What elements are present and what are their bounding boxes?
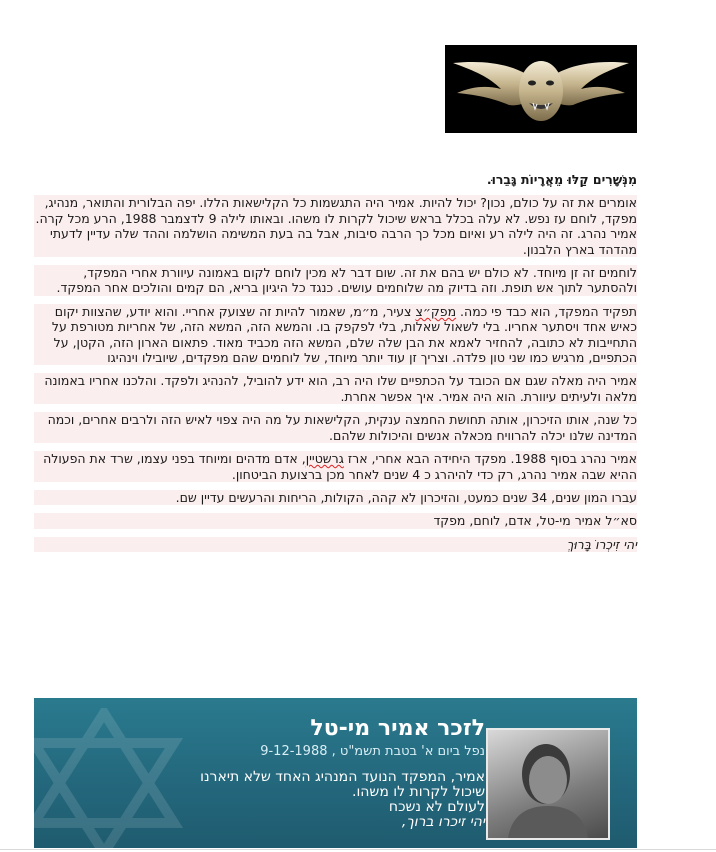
doc-heading: מִנְּשָׁרִים קַלּוּ מֵאֲרָיוֹת גָּבֵרוּ. [486,172,637,187]
unit-emblem-image [445,45,637,133]
paragraph-4: אמיר היה מאלה שגם אם הכובד על הכתפיים שלו היה רב, הוא ידע להוביל, להנהיג ולפקד. והלכנו אחריו באמונה מלאה ולעיתים עיוורת. הוא היה אמיר. איך אפשר אחרת. [34,373,637,404]
banner-line-2: שיכול לקרות לו משהו. [352,784,485,800]
winged-lion-emblem-icon [445,45,637,133]
portrait-icon [488,730,608,838]
star-of-david-icon [34,708,184,848]
page-divider [0,849,716,850]
paragraph-1: אומרים את זה על כולם, נכון? יכול להיות. אמיר היה התגשמות כל הקלישאות הללו. יפה הבלורית והתואר, מנהיג, מפקד, לוחם עז נפש. לא עלה בכלל בראש שיכול לקרות לו משהו. ובאותו לילה 9 לדצמבר 1988, הרע מכל קרה. אמיר נהרג. זה היה לילה רע ואיום מכל כך הרבה סיבות, אבל בה בעת המשימה הושלמה וההד שלה עדיין לדעתי מהדהד בארץ הלבנון. [35,195,637,257]
paragraph-6-start: אמיר נהרג בסוף 1988. מפקד היחידה הבא אחרי, ארז [343,451,637,467]
banner-title: לזכר אמיר מי-טל [310,716,485,741]
spellcheck-mark: גרשטיין [305,451,344,467]
paragraph-9: יהי זִיכְרוֹ בָּרוּךְ [34,537,637,552]
paragraph-5: כל שנה, אותו הזיכרון, אותה תחושת החמצה ענקית, הקלישאות על מה היה צפוי לאיש הזה ולרבים אחרים, וכמה המדינה שלנו יכלה להרוויח מכאלה אנשים והיכולות שלהם. [34,412,637,443]
banner-line-3: לעולם לא נשכח [388,799,485,815]
paragraph-8: סא״ל אמיר מי-טל, אדם, לוחם, מפקד [34,513,637,528]
banner-line-4: יהי זיכרו ברוך, [401,814,485,830]
portrait-photo [486,728,610,840]
paragraph-3-rest: צעיר, מ״מ, שאמור להיות זה שצועק אחריי. והוא יודע, שהצוות יקום כאיש אחד ויסתער אחריו. בלי לשאול שאלות, בלי לפקפק בו. והמשא הזה, המשא הזה, של אחריות מטורפת על התחייבות לא כתובה, להחזיר לאמא את הבן שלה שלם, המשא הזה מכביד מאוד. פתאום הארון הזה, הקטן, על הכתפיים, מרגיש כמו שני טון פלדה. וצריך זן עוד יותר מיוחד, של לוחמים שהם מפקדים, שיובילו וינהיגו [51,303,637,366]
paragraph-2: לוחמים זה זן מיוחד. לא כולם יש בהם את זה. שום דבר לא מכין לוחם לקום באמונה עיוורת אחרי המפקד, ולהסתער לתוך אש תופת. וזה בדיוק מה שלוחמים עושים. כנגד כל היגיון בריא, הם קמים והולכים אחר המפקד. [34,265,637,296]
paragraph-7: עברו המון שנים, 34 שנים כמעט, והזיכרון לא קהה, הקולות, הריחות והרעשים עדיין שם. [34,490,637,505]
banner-line-1: אמיר, המפקד הנועד המנהיג האחד שלא תיארנו [200,769,485,785]
memorial-banner [34,698,637,848]
paragraph-3 [34,304,637,366]
paragraph-3-start: תפקיד המפקד, הוא כבד פי כמה. [456,303,637,319]
memorial-text [34,172,637,560]
paragraph-6 [34,451,637,482]
paragraph-6-rest: , אדם מדהים ומיוחד בפני עצמו, שרד את הפעולה ההיא שבה אמיר נהרג, רק כדי להיהרג כ 4 שנים לאחר מכן ברצועת הביטחון. [43,451,637,482]
banner-subtitle: נפל ביום א' בטבת תשמ"ט , 9-12-1988 [260,744,485,759]
spellcheck-mark: מפק״צ [415,303,457,319]
